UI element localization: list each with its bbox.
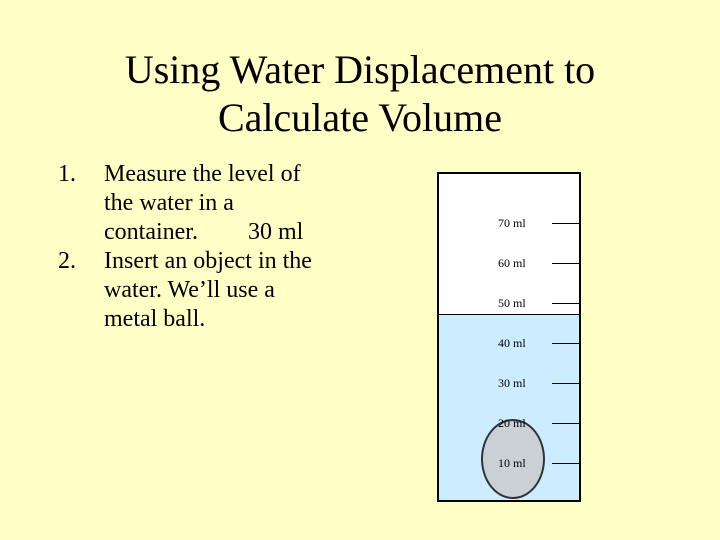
step-2-line-3: metal ball. <box>104 306 206 332</box>
step-1-line-2: the water in a <box>104 190 234 216</box>
title-line-2: Calculate Volume <box>217 95 503 140</box>
title-line-1: Using Water Displacement to <box>124 47 596 92</box>
mark-label-4: 30 ml <box>498 376 526 390</box>
mark-label-3: 40 ml <box>498 336 526 350</box>
mark-label-0: 70 ml <box>498 216 526 230</box>
step-2-number: 2. <box>58 248 76 274</box>
step-1 <box>58 160 368 247</box>
slide-title <box>0 46 720 142</box>
mark-tick-6 <box>552 463 580 464</box>
mark-tick-4 <box>552 383 580 384</box>
step-1-number: 1. <box>58 161 76 187</box>
step-1-reading: 30 ml <box>247 219 304 245</box>
mark-tick-5 <box>552 423 580 424</box>
mark-label-6: 10 ml <box>498 456 526 470</box>
mark-tick-0 <box>552 223 580 224</box>
step-1-line-1: Measure the level of <box>104 161 301 187</box>
step-2-line-2: water. We’ll use a <box>104 277 275 303</box>
mark-label-1: 60 ml <box>498 256 526 270</box>
mark-label-2: 50 ml <box>498 296 526 310</box>
mark-tick-1 <box>552 263 580 264</box>
step-2 <box>58 247 368 334</box>
step-1-line-3-text: container. <box>104 219 198 245</box>
steps-list <box>58 160 368 334</box>
mark-label-5: 20 ml <box>498 416 526 430</box>
step-2-line-1: Insert an object in the <box>104 248 312 274</box>
step-1-line-3 <box>104 218 368 247</box>
mark-tick-2 <box>552 303 580 304</box>
mark-tick-3 <box>552 343 580 344</box>
